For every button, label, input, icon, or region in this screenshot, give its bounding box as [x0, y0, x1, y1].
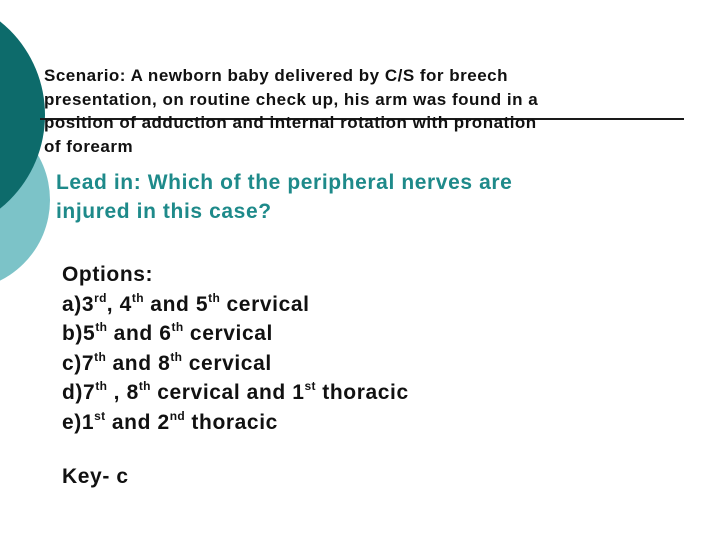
option-number: 3	[81, 292, 95, 316]
option-number: 4	[119, 292, 132, 316]
option-label: d)	[62, 381, 84, 404]
ordinal-suffix: th	[95, 320, 108, 334]
option-d	[62, 378, 682, 408]
option-a	[62, 290, 682, 320]
option-number: 1	[81, 410, 95, 434]
option-number: 7	[81, 351, 95, 375]
scenario-text	[44, 64, 684, 158]
option-number: 6	[159, 322, 172, 345]
options-heading: Options:	[62, 263, 154, 286]
answer-key: Key- c	[62, 465, 129, 488]
option-text: thoracic	[315, 381, 409, 404]
option-number: 5	[195, 292, 209, 316]
option-text: cervical	[182, 351, 272, 375]
options-list	[62, 260, 682, 437]
ordinal-suffix: th	[171, 320, 184, 334]
option-label: a)	[62, 292, 82, 316]
ordinal-suffix: th	[95, 379, 108, 393]
lead-in-question	[56, 168, 696, 226]
scenario-line: of forearm	[44, 136, 134, 156]
option-b	[62, 319, 682, 349]
option-c	[62, 349, 682, 379]
ordinal-suffix: nd	[169, 408, 185, 423]
ordinal-suffix: th	[131, 290, 144, 305]
option-label: e)	[62, 410, 82, 434]
lead-line: Lead in: Which of the peripheral nerves are	[56, 171, 513, 194]
ordinal-suffix: st	[94, 408, 106, 423]
option-e	[62, 408, 682, 438]
option-text: ,	[107, 381, 127, 404]
ordinal-suffix: th	[138, 379, 151, 393]
option-number: 8	[126, 381, 139, 404]
ordinal-suffix: th	[170, 349, 183, 364]
option-label: b)	[62, 322, 84, 345]
option-text: cervical	[183, 322, 273, 345]
scenario-line: Scenario: A newborn baby delivered by C/S for breech	[44, 66, 509, 85]
ordinal-suffix: st	[304, 379, 316, 393]
lead-line: injured in this case?	[56, 200, 272, 223]
option-text: cervical and	[150, 381, 293, 404]
option-number: 2	[157, 410, 170, 434]
option-number: 1	[292, 381, 305, 404]
scenario-line: presentation, on routine check up, his arm was found in a	[44, 89, 539, 109]
option-text: thoracic	[185, 410, 278, 434]
option-text: ,	[106, 292, 120, 316]
ordinal-suffix: th	[94, 349, 107, 364]
option-label: c)	[62, 351, 82, 375]
option-text: and	[107, 322, 160, 345]
option-text: and	[106, 351, 159, 375]
option-text: cervical	[220, 292, 310, 316]
ordinal-suffix: th	[208, 290, 221, 305]
option-number: 7	[83, 381, 96, 404]
option-text: and	[105, 410, 158, 434]
ordinal-suffix: rd	[94, 290, 107, 305]
scenario-line: position of adduction and internal rotation with pronation	[44, 113, 537, 132]
option-number: 8	[158, 351, 171, 375]
option-text: and	[143, 292, 196, 316]
option-number: 5	[83, 322, 96, 345]
